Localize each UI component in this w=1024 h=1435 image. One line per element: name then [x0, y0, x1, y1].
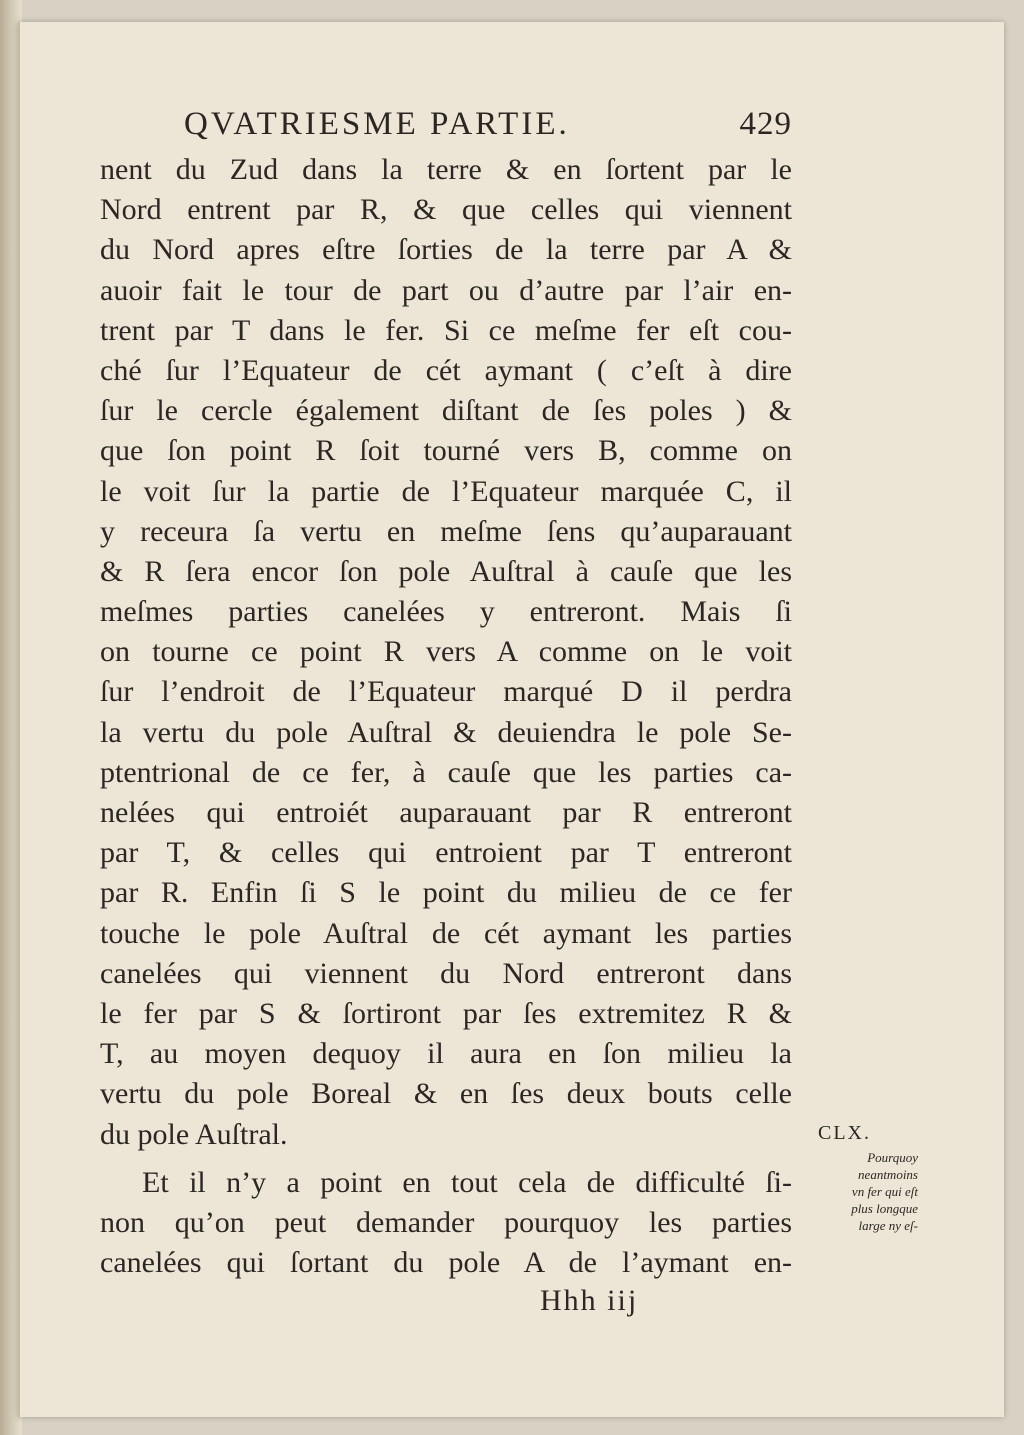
text-line: touche le pole Auſtral de cét aymant les parties — [100, 916, 792, 950]
text-line: le voit ſur la partie de l’Equateur marquée C, il — [100, 474, 792, 508]
text-line: non qu’on peut demander pourquoy les parties — [100, 1205, 792, 1239]
text-line: vertu du pole Boreal & en ſes deux bouts celle — [100, 1077, 792, 1111]
text-line: par R. Enfin ſi S le point du milieu de ce fer — [100, 876, 792, 910]
text-line: ſur le cercle également diſtant de ſes poles ) & — [100, 394, 792, 428]
body-text — [100, 150, 792, 1283]
marginal-note-line: Pourquoy — [867, 1150, 918, 1165]
paragraph-start-line: Et il n’y a point en tout cela de difficulté ſi- — [142, 1165, 792, 1199]
text-line: nelées qui entroiét auparauant par R entreront — [100, 796, 792, 829]
marginal-note — [788, 1122, 918, 1234]
text-line: ptentrional de ce fer, à cauſe que les parties ca- — [100, 755, 792, 789]
text-line: & R ſera encor ſon pole Auſtral à cauſe que les — [100, 554, 792, 588]
text-line: du pole Auſtral. — [100, 1117, 288, 1151]
running-head-title: QVATRIESME PARTIE. — [184, 106, 570, 142]
page-number: 429 — [739, 106, 792, 142]
text-line: le fer par S & ſortiront par ſes extremitez R & — [100, 996, 792, 1030]
text-line: par T, & celles qui entroient par T entreront — [100, 836, 792, 870]
signature-mark: Hhh iij — [540, 1284, 639, 1317]
book-page — [18, 22, 1004, 1417]
marginal-note-line: large ny eſ- — [858, 1218, 918, 1233]
text-line: trent par T dans le fer. Si ce meſme fer eſt cou- — [100, 313, 792, 347]
text-line: Nord entrent par R, & que celles qui viennent — [100, 193, 792, 227]
text-line: nent du Zud dans la terre & en ſortent par le — [100, 153, 792, 186]
text-line: ché ſur l’Equateur de cét aymant ( c’eſt à dire — [100, 353, 792, 387]
text-line: auoir fait le tour de part ou d’autre par l’air en- — [100, 273, 792, 307]
text-line: du Nord apres eſtre ſorties de la terre par A & — [100, 233, 792, 267]
text-line: ſur l’endroit de l’Equateur marqué D il perdra — [100, 675, 792, 709]
text-line: que ſon point R ſoit tourné vers B, comme on — [100, 434, 792, 468]
marginal-note-line: vn fer qui eſt — [851, 1184, 918, 1199]
marginal-note-line: plus longque — [851, 1201, 918, 1216]
text-line: y receura ſa vertu en meſme ſens qu’auparauant — [100, 514, 792, 548]
text-line: T, au moyen dequoy il aura en ſon milieu la — [100, 1037, 792, 1071]
text-line: la vertu du pole Auſtral & deuiendra le pole Se- — [100, 715, 792, 749]
marginal-number: CLX. — [818, 1122, 871, 1144]
marginal-note-line: neantmoins — [858, 1167, 918, 1182]
running-head — [102, 106, 792, 152]
text-line: canelées qui ſortant du pole A de l’aymant en- — [100, 1246, 792, 1280]
text-line: meſmes parties canelées y entreront. Mais ſi — [100, 595, 792, 629]
paragraph-gap — [100, 1155, 792, 1163]
text-line: on tourne ce point R vers A comme on le voit — [100, 635, 792, 669]
text-line: canelées qui viennent du Nord entreront dans — [100, 956, 792, 990]
